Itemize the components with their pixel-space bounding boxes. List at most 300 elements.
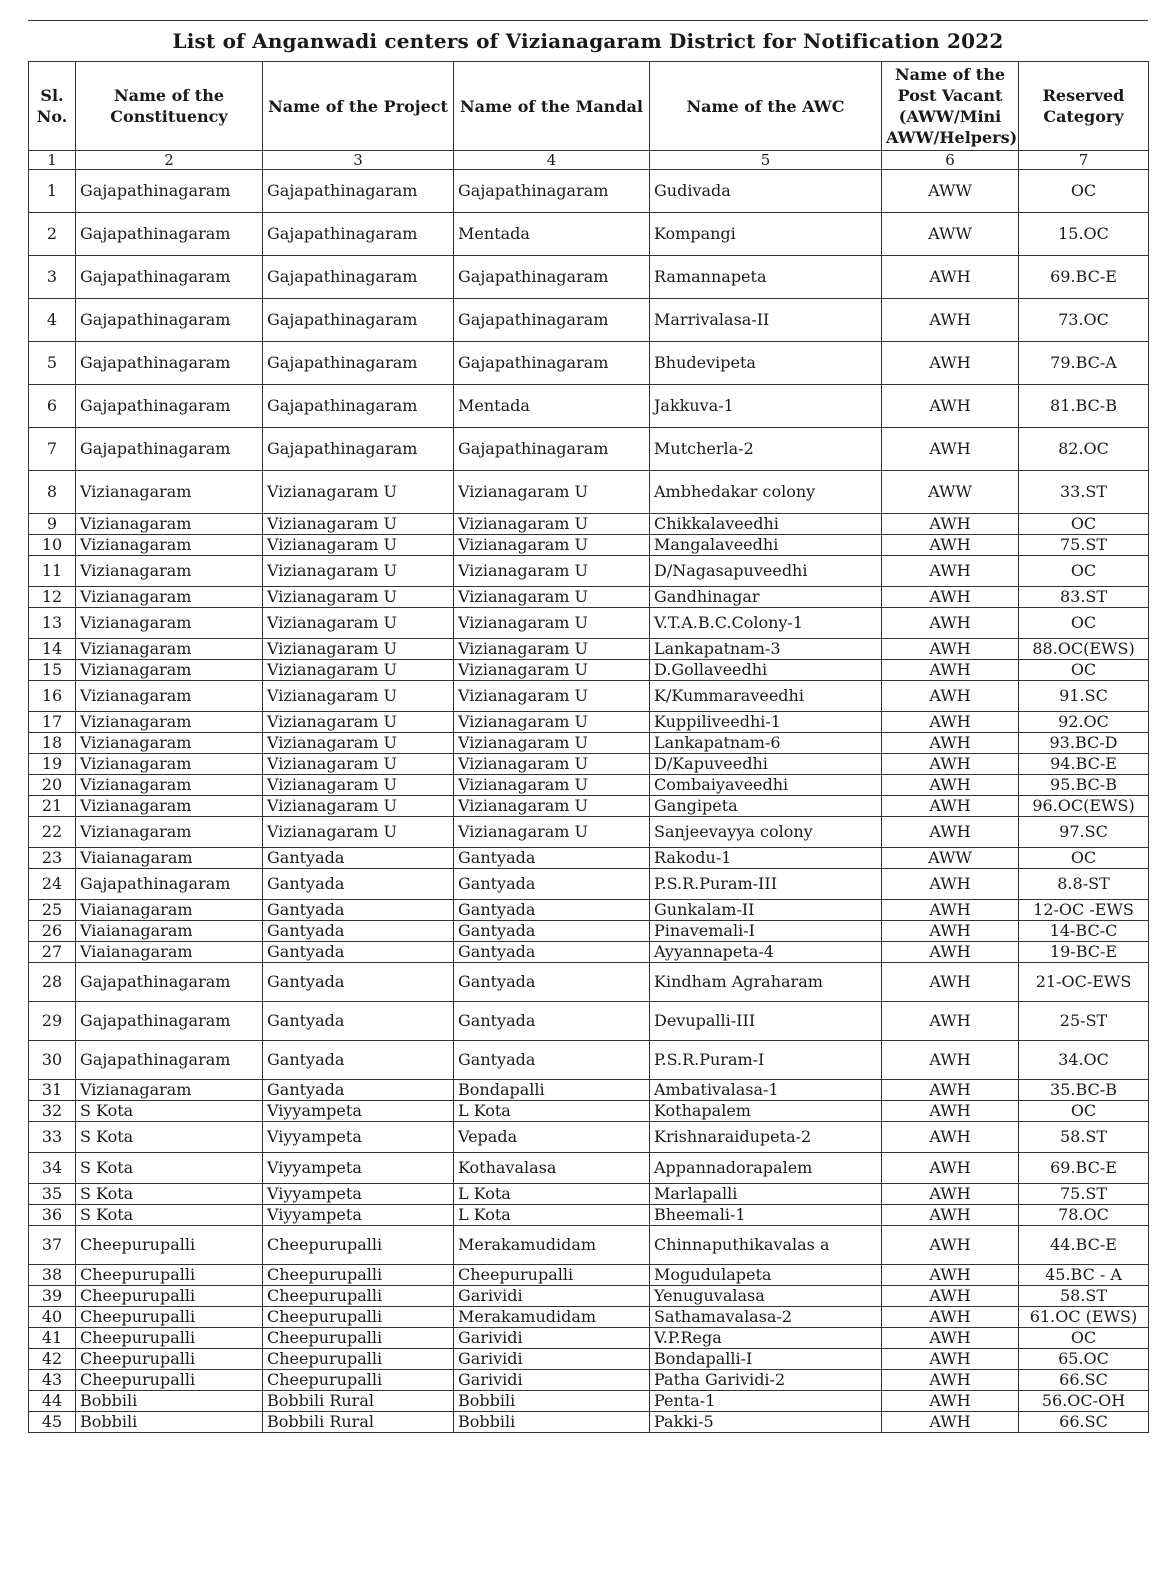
table-row — [29, 428, 1149, 471]
reserved-category-cell: 78.OC — [1019, 1205, 1149, 1226]
table-row — [29, 1122, 1149, 1153]
post-vacant-cell: AWW — [882, 471, 1019, 514]
project-cell: Viyyampeta — [263, 1122, 454, 1153]
table-row — [29, 170, 1149, 213]
table-row — [29, 587, 1149, 608]
post-vacant-cell: AWH — [882, 1349, 1019, 1370]
project-cell: Vizianagaram U — [263, 775, 454, 796]
mandal-cell: Vepada — [454, 1122, 650, 1153]
post-vacant-cell: AWH — [882, 1205, 1019, 1226]
sl-no-cell: 42 — [29, 1349, 76, 1370]
project-cell: Gajapathinagaram — [263, 213, 454, 256]
col-header-awc: Name of the AWC — [650, 62, 882, 151]
table-row — [29, 213, 1149, 256]
post-vacant-cell: AWH — [882, 1184, 1019, 1205]
table-row — [29, 1002, 1149, 1041]
project-cell: Bobbili Rural — [263, 1391, 454, 1412]
reserved-category-cell: 88.OC(EWS) — [1019, 639, 1149, 660]
mandal-cell: Vizianagaram U — [454, 660, 650, 681]
awc-name-cell: V.P.Rega — [650, 1328, 882, 1349]
constituency-cell: Gajapathinagaram — [76, 869, 263, 900]
reserved-category-cell: 75.ST — [1019, 1184, 1149, 1205]
post-vacant-cell: AWW — [882, 848, 1019, 869]
mandal-cell: Bondapalli — [454, 1080, 650, 1101]
sl-no-cell: 43 — [29, 1370, 76, 1391]
reserved-category-cell: OC — [1019, 660, 1149, 681]
column-number: 5 — [650, 151, 882, 170]
project-cell: Gajapathinagaram — [263, 256, 454, 299]
reserved-category-cell: 65.OC — [1019, 1349, 1149, 1370]
post-vacant-cell: AWH — [882, 1307, 1019, 1328]
sl-no-cell: 21 — [29, 796, 76, 817]
sl-no-cell: 3 — [29, 256, 76, 299]
document-title: List of Anganwadi centers of Vizianagaram District for Notification 2022 — [28, 20, 1148, 61]
project-cell: Vizianagaram U — [263, 817, 454, 848]
sl-no-cell: 12 — [29, 587, 76, 608]
table-row — [29, 514, 1149, 535]
column-number: 7 — [1019, 151, 1149, 170]
table-row — [29, 1307, 1149, 1328]
awc-name-cell: Patha Garividi-2 — [650, 1370, 882, 1391]
awc-name-cell: Lankapatnam-6 — [650, 733, 882, 754]
reserved-category-cell: 66.SC — [1019, 1370, 1149, 1391]
post-vacant-cell: AWH — [882, 712, 1019, 733]
sl-no-cell: 15 — [29, 660, 76, 681]
table-row — [29, 385, 1149, 428]
reserved-category-cell: 8.8-ST — [1019, 869, 1149, 900]
table-row — [29, 535, 1149, 556]
post-vacant-cell: AWH — [882, 1080, 1019, 1101]
mandal-cell: Gantyada — [454, 1041, 650, 1080]
mandal-cell: Garividi — [454, 1286, 650, 1307]
constituency-cell: Gajapathinagaram — [76, 342, 263, 385]
mandal-cell: Mentada — [454, 385, 650, 428]
awc-name-cell: Mangalaveedhi — [650, 535, 882, 556]
post-vacant-cell: AWW — [882, 170, 1019, 213]
reserved-category-cell: 35.BC-B — [1019, 1080, 1149, 1101]
sl-no-cell: 23 — [29, 848, 76, 869]
mandal-cell: Vizianagaram U — [454, 733, 650, 754]
mandal-cell: Gajapathinagaram — [454, 299, 650, 342]
mandal-cell: Gajapathinagaram — [454, 170, 650, 213]
post-vacant-cell: AWH — [882, 256, 1019, 299]
table-row — [29, 639, 1149, 660]
post-vacant-cell: AWH — [882, 754, 1019, 775]
reserved-category-cell: 82.OC — [1019, 428, 1149, 471]
constituency-cell: Vizianagaram — [76, 471, 263, 514]
mandal-cell: Gantyada — [454, 963, 650, 1002]
constituency-cell: Vizianagaram — [76, 775, 263, 796]
constituency-cell: Gajapathinagaram — [76, 428, 263, 471]
post-vacant-cell: AWH — [882, 869, 1019, 900]
constituency-cell: Vizianagaram — [76, 535, 263, 556]
mandal-cell: Cheepurupalli — [454, 1265, 650, 1286]
reserved-category-cell: 81.BC-B — [1019, 385, 1149, 428]
project-cell: Gantyada — [263, 1080, 454, 1101]
reserved-category-cell: OC — [1019, 170, 1149, 213]
mandal-cell: Garividi — [454, 1328, 650, 1349]
post-vacant-cell: AWH — [882, 428, 1019, 471]
project-cell: Viyyampeta — [263, 1101, 454, 1122]
post-vacant-cell: AWH — [882, 900, 1019, 921]
constituency-cell: Vizianagaram — [76, 639, 263, 660]
constituency-cell: Viaianagaram — [76, 848, 263, 869]
project-cell: Gantyada — [263, 1041, 454, 1080]
sl-no-cell: 32 — [29, 1101, 76, 1122]
table-row — [29, 1328, 1149, 1349]
post-vacant-cell: AWH — [882, 385, 1019, 428]
project-cell: Vizianagaram U — [263, 471, 454, 514]
column-number: 2 — [76, 151, 263, 170]
project-cell: Vizianagaram U — [263, 796, 454, 817]
reserved-category-cell: 92.OC — [1019, 712, 1149, 733]
column-number: 1 — [29, 151, 76, 170]
reserved-category-cell: 45.BC - A — [1019, 1265, 1149, 1286]
sl-no-cell: 25 — [29, 900, 76, 921]
table-row — [29, 1286, 1149, 1307]
reserved-category-cell: 25-ST — [1019, 1002, 1149, 1041]
awc-name-cell: Mutcherla-2 — [650, 428, 882, 471]
constituency-cell: Gajapathinagaram — [76, 1041, 263, 1080]
sl-no-cell: 6 — [29, 385, 76, 428]
post-vacant-cell: AWH — [882, 608, 1019, 639]
mandal-cell: Gantyada — [454, 848, 650, 869]
sl-no-cell: 9 — [29, 514, 76, 535]
mandal-cell: Vizianagaram U — [454, 712, 650, 733]
reserved-category-cell: 61.OC (EWS) — [1019, 1307, 1149, 1328]
project-cell: Cheepurupalli — [263, 1349, 454, 1370]
sl-no-cell: 24 — [29, 869, 76, 900]
awc-name-cell: P.S.R.Puram-III — [650, 869, 882, 900]
post-vacant-cell: AWH — [882, 1041, 1019, 1080]
constituency-cell: S Kota — [76, 1101, 263, 1122]
constituency-cell: Cheepurupalli — [76, 1328, 263, 1349]
sl-no-cell: 17 — [29, 712, 76, 733]
awc-name-cell: Kompangi — [650, 213, 882, 256]
column-number: 4 — [454, 151, 650, 170]
project-cell: Gantyada — [263, 942, 454, 963]
reserved-category-cell: 56.OC-OH — [1019, 1391, 1149, 1412]
awc-name-cell: Pinavemali-I — [650, 921, 882, 942]
reserved-category-cell: 34.OC — [1019, 1041, 1149, 1080]
table-row — [29, 1153, 1149, 1184]
reserved-category-cell: 69.BC-E — [1019, 1153, 1149, 1184]
mandal-cell: Vizianagaram U — [454, 514, 650, 535]
awc-name-cell: Sathamavalasa-2 — [650, 1307, 882, 1328]
constituency-cell: S Kota — [76, 1205, 263, 1226]
reserved-category-cell: OC — [1019, 848, 1149, 869]
table-row — [29, 1391, 1149, 1412]
post-vacant-cell: AWH — [882, 587, 1019, 608]
col-header-reserved-category: Reserved Category — [1019, 62, 1149, 151]
post-vacant-cell: AWH — [882, 342, 1019, 385]
table-row — [29, 256, 1149, 299]
mandal-cell: Gantyada — [454, 900, 650, 921]
table-row — [29, 869, 1149, 900]
project-cell: Gantyada — [263, 848, 454, 869]
mandal-cell: L Kota — [454, 1101, 650, 1122]
sl-no-cell: 10 — [29, 535, 76, 556]
table-row — [29, 712, 1149, 733]
awc-name-cell: Appannadorapalem — [650, 1153, 882, 1184]
post-vacant-cell: AWH — [882, 796, 1019, 817]
constituency-cell: Cheepurupalli — [76, 1349, 263, 1370]
project-cell: Cheepurupalli — [263, 1265, 454, 1286]
reserved-category-cell: OC — [1019, 1101, 1149, 1122]
col-header-sl-no: Sl. No. — [29, 62, 76, 151]
constituency-cell: Bobbili — [76, 1412, 263, 1433]
mandal-cell: L Kota — [454, 1184, 650, 1205]
project-cell: Vizianagaram U — [263, 587, 454, 608]
constituency-cell: S Kota — [76, 1153, 263, 1184]
mandal-cell: Vizianagaram U — [454, 817, 650, 848]
table-row — [29, 796, 1149, 817]
sl-no-cell: 16 — [29, 681, 76, 712]
table-row — [29, 1370, 1149, 1391]
constituency-cell: Gajapathinagaram — [76, 385, 263, 428]
mandal-cell: Mentada — [454, 213, 650, 256]
awc-name-cell: Gangipeta — [650, 796, 882, 817]
sl-no-cell: 29 — [29, 1002, 76, 1041]
awc-name-cell: Kuppiliveedhi-1 — [650, 712, 882, 733]
mandal-cell: Vizianagaram U — [454, 556, 650, 587]
sl-no-cell: 44 — [29, 1391, 76, 1412]
reserved-category-cell: 15.OC — [1019, 213, 1149, 256]
constituency-cell: Cheepurupalli — [76, 1265, 263, 1286]
post-vacant-cell: AWH — [882, 1265, 1019, 1286]
sl-no-cell: 34 — [29, 1153, 76, 1184]
awc-name-cell: Kothapalem — [650, 1101, 882, 1122]
table-row — [29, 1226, 1149, 1265]
table-row — [29, 681, 1149, 712]
awc-name-cell: Combaiyaveedhi — [650, 775, 882, 796]
reserved-category-cell: 93.BC-D — [1019, 733, 1149, 754]
post-vacant-cell: AWH — [882, 1101, 1019, 1122]
project-cell: Gajapathinagaram — [263, 428, 454, 471]
post-vacant-cell: AWH — [882, 681, 1019, 712]
awc-name-cell: Ambhedakar colony — [650, 471, 882, 514]
mandal-cell: Garividi — [454, 1370, 650, 1391]
mandal-cell: Vizianagaram U — [454, 587, 650, 608]
table-row — [29, 1101, 1149, 1122]
table-row — [29, 1265, 1149, 1286]
constituency-cell: Vizianagaram — [76, 733, 263, 754]
sl-no-cell: 40 — [29, 1307, 76, 1328]
constituency-cell: Vizianagaram — [76, 514, 263, 535]
sl-no-cell: 11 — [29, 556, 76, 587]
constituency-cell: Cheepurupalli — [76, 1286, 263, 1307]
sl-no-cell: 4 — [29, 299, 76, 342]
constituency-cell: Vizianagaram — [76, 796, 263, 817]
awc-name-cell: Sanjeevayya colony — [650, 817, 882, 848]
reserved-category-cell: 33.ST — [1019, 471, 1149, 514]
constituency-cell: Viaianagaram — [76, 921, 263, 942]
awc-name-cell: Penta-1 — [650, 1391, 882, 1412]
constituency-cell: Cheepurupalli — [76, 1226, 263, 1265]
mandal-cell: Vizianagaram U — [454, 775, 650, 796]
post-vacant-cell: AWH — [882, 775, 1019, 796]
constituency-cell: Vizianagaram — [76, 608, 263, 639]
awc-name-cell: Devupalli-III — [650, 1002, 882, 1041]
table-row — [29, 733, 1149, 754]
table-row — [29, 754, 1149, 775]
header-row — [29, 62, 1149, 151]
constituency-cell: Vizianagaram — [76, 817, 263, 848]
reserved-category-cell: 94.BC-E — [1019, 754, 1149, 775]
reserved-category-cell: 44.BC-E — [1019, 1226, 1149, 1265]
awc-name-cell: Ayyannapeta-4 — [650, 942, 882, 963]
constituency-cell: Vizianagaram — [76, 681, 263, 712]
table-row — [29, 471, 1149, 514]
sl-no-cell: 45 — [29, 1412, 76, 1433]
awc-name-cell: Ambativalasa-1 — [650, 1080, 882, 1101]
awc-name-cell: D/Nagasapuveedhi — [650, 556, 882, 587]
constituency-cell: Cheepurupalli — [76, 1307, 263, 1328]
document-sheet — [28, 20, 1148, 1575]
sl-no-cell: 35 — [29, 1184, 76, 1205]
post-vacant-cell: AWH — [882, 1122, 1019, 1153]
table-row — [29, 775, 1149, 796]
sl-no-cell: 18 — [29, 733, 76, 754]
awc-name-cell: Pakki-5 — [650, 1412, 882, 1433]
project-cell: Vizianagaram U — [263, 660, 454, 681]
mandal-cell: Vizianagaram U — [454, 681, 650, 712]
sl-no-cell: 27 — [29, 942, 76, 963]
table-row — [29, 900, 1149, 921]
sl-no-cell: 28 — [29, 963, 76, 1002]
table-row — [29, 817, 1149, 848]
reserved-category-cell: OC — [1019, 608, 1149, 639]
project-cell: Cheepurupalli — [263, 1328, 454, 1349]
table-row — [29, 1412, 1149, 1433]
project-cell: Vizianagaram U — [263, 681, 454, 712]
awc-name-cell: Bondapalli-I — [650, 1349, 882, 1370]
post-vacant-cell: AWH — [882, 299, 1019, 342]
constituency-cell: Cheepurupalli — [76, 1370, 263, 1391]
post-vacant-cell: AWH — [882, 535, 1019, 556]
sl-no-cell: 8 — [29, 471, 76, 514]
post-vacant-cell: AWH — [882, 963, 1019, 1002]
sl-no-cell: 13 — [29, 608, 76, 639]
sl-no-cell: 14 — [29, 639, 76, 660]
awc-name-cell: Gunkalam-II — [650, 900, 882, 921]
awc-name-cell: V.T.A.B.C.Colony-1 — [650, 608, 882, 639]
table-row — [29, 963, 1149, 1002]
post-vacant-cell: AWH — [882, 1286, 1019, 1307]
reserved-category-cell: 21-OC-EWS — [1019, 963, 1149, 1002]
project-cell: Vizianagaram U — [263, 514, 454, 535]
post-vacant-cell: AWW — [882, 213, 1019, 256]
table-row — [29, 556, 1149, 587]
project-cell: Viyyampeta — [263, 1205, 454, 1226]
project-cell: Cheepurupalli — [263, 1286, 454, 1307]
post-vacant-cell: AWH — [882, 733, 1019, 754]
post-vacant-cell: AWH — [882, 660, 1019, 681]
sl-no-cell: 19 — [29, 754, 76, 775]
project-cell: Viyyampeta — [263, 1153, 454, 1184]
constituency-cell: Vizianagaram — [76, 660, 263, 681]
constituency-cell: Vizianagaram — [76, 587, 263, 608]
mandal-cell: Bobbili — [454, 1391, 650, 1412]
project-cell: Vizianagaram U — [263, 733, 454, 754]
project-cell: Vizianagaram U — [263, 535, 454, 556]
table-row — [29, 942, 1149, 963]
project-cell: Gajapathinagaram — [263, 299, 454, 342]
constituency-cell: Vizianagaram — [76, 754, 263, 775]
constituency-cell: Gajapathinagaram — [76, 170, 263, 213]
project-cell: Bobbili Rural — [263, 1412, 454, 1433]
col-header-post-vacant: Name of the Post Vacant (AWW/Mini AWW/Helpers) — [882, 62, 1019, 151]
mandal-cell: Gajapathinagaram — [454, 428, 650, 471]
awc-name-cell: Jakkuva-1 — [650, 385, 882, 428]
col-header-constituency: Name of the Constituency — [76, 62, 263, 151]
awc-name-cell: Chikkalaveedhi — [650, 514, 882, 535]
awc-name-cell: D.Gollaveedhi — [650, 660, 882, 681]
post-vacant-cell: AWH — [882, 1412, 1019, 1433]
post-vacant-cell: AWH — [882, 1153, 1019, 1184]
awc-name-cell: Kindham Agraharam — [650, 963, 882, 1002]
sl-no-cell: 41 — [29, 1328, 76, 1349]
reserved-category-cell: 58.ST — [1019, 1122, 1149, 1153]
mandal-cell: Gantyada — [454, 942, 650, 963]
sl-no-cell: 36 — [29, 1205, 76, 1226]
reserved-category-cell: 75.ST — [1019, 535, 1149, 556]
reserved-category-cell: OC — [1019, 556, 1149, 587]
constituency-cell: Gajapathinagaram — [76, 1002, 263, 1041]
constituency-cell: Viaianagaram — [76, 942, 263, 963]
constituency-cell: Vizianagaram — [76, 556, 263, 587]
table-row — [29, 660, 1149, 681]
column-number: 3 — [263, 151, 454, 170]
table-row — [29, 1184, 1149, 1205]
table-row — [29, 848, 1149, 869]
awc-name-cell: P.S.R.Puram-I — [650, 1041, 882, 1080]
post-vacant-cell: AWH — [882, 556, 1019, 587]
project-cell: Vizianagaram U — [263, 639, 454, 660]
awc-name-cell: K/Kummaraveedhi — [650, 681, 882, 712]
awc-name-cell: Bheemali-1 — [650, 1205, 882, 1226]
mandal-cell: Vizianagaram U — [454, 639, 650, 660]
table-body — [29, 170, 1149, 1433]
table-row — [29, 1080, 1149, 1101]
reserved-category-cell: 12-OC -EWS — [1019, 900, 1149, 921]
mandal-cell: Gajapathinagaram — [454, 342, 650, 385]
sl-no-cell: 5 — [29, 342, 76, 385]
project-cell: Gantyada — [263, 963, 454, 1002]
mandal-cell: Bobbili — [454, 1412, 650, 1433]
reserved-category-cell: 58.ST — [1019, 1286, 1149, 1307]
project-cell: Gajapathinagaram — [263, 342, 454, 385]
constituency-cell: Gajapathinagaram — [76, 256, 263, 299]
sl-no-cell: 39 — [29, 1286, 76, 1307]
reserved-category-cell: 69.BC-E — [1019, 256, 1149, 299]
post-vacant-cell: AWH — [882, 1391, 1019, 1412]
awc-name-cell: Ramannapeta — [650, 256, 882, 299]
mandal-cell: Vizianagaram U — [454, 608, 650, 639]
mandal-cell: Merakamudidam — [454, 1307, 650, 1328]
project-cell: Gajapathinagaram — [263, 170, 454, 213]
reserved-category-cell: 96.OC(EWS) — [1019, 796, 1149, 817]
constituency-cell: S Kota — [76, 1122, 263, 1153]
project-cell: Gantyada — [263, 869, 454, 900]
mandal-cell: Vizianagaram U — [454, 754, 650, 775]
mandal-cell: Vizianagaram U — [454, 471, 650, 514]
table-row — [29, 1205, 1149, 1226]
column-number: 6 — [882, 151, 1019, 170]
reserved-category-cell: 19-BC-E — [1019, 942, 1149, 963]
project-cell: Vizianagaram U — [263, 754, 454, 775]
sl-no-cell: 26 — [29, 921, 76, 942]
